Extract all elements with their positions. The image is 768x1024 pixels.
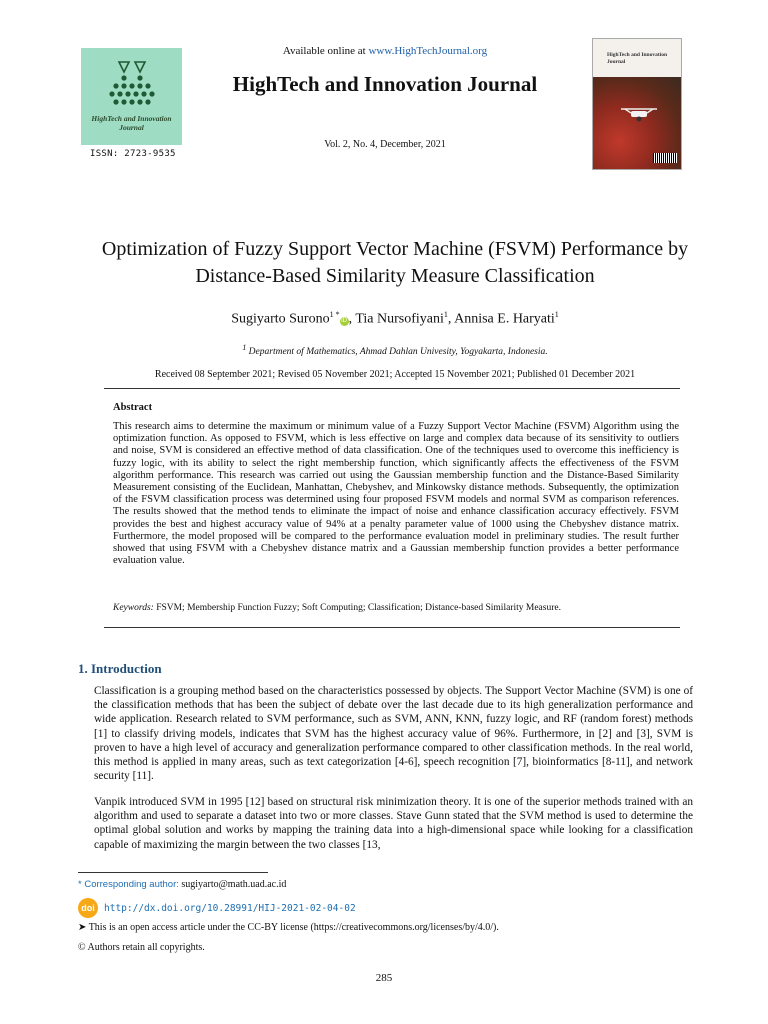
affiliation (100, 343, 690, 357)
article-dates: Received 08 September 2021; Revised 05 November 2021; Accepted 15 November 2021; Published 01 December 2021 (154, 369, 636, 380)
footnote-rule (78, 872, 268, 873)
author-name: , Tia Nursofiyani (348, 311, 444, 327)
body-paragraph (78, 684, 693, 783)
abstract-text: This research aims to determine the maximum or minimum value of a Fuzzy Support Vector Machine (FSVM) Algorithm using the optimization function. As opposed to FSVM, which is less effective on large and complex data because of its sensitivity to outliers and noise, SVM is considered an effective method of data classification. One of the techniques used to overcome this inefficiency is fuzzy logic, with its ability to select the right membership function, which significantly affects the effectiveness of the FSVM algorithm performance. This research was carried out using the Gaussian membership function and the Distance-Based Similarity Measurement consisting of the Euclidean, Manhattan, Chebyshev, and Minkowsky distance methods. Subsequently, the optimization of the FSVM classification process was determined using four proposed FSVM models and normal SVM as comparison references. The results showed that the method tends to eliminate the impact of noise and enhance classification accuracy effectively. FSVM provides the best and highest accuracy value of 94% at a penalty parameter value of 1000 using the Chebyshev distance matrix. Furthermore, the model proposed will be compared to the performance evaluation model in preliminary studies. The result further showed that using FSVM with a Chebyshev distance matrix and a Gaussian membership function provides a better performance evaluation value. (113, 421, 679, 567)
keywords (113, 603, 679, 613)
paragraph-text: Classification is a grouping method based on the characteristics possessed by objects. The Support Vector Machine (SVM) is one of the classification methods that has been the subject of debate over the last decade due to its high generalization performance and wide application. Research related to SVM performance, such as SVM, ANN, KNN, fuzzy logic, and RF (random forest) methods [1] to classify driving models, indicates that SVM has the highest accuracy value of 96%. Furthermore, in [2] and [3], SVM is proven to have a high level of accuracy and generalization performance compared to other classification methods. In the real world, this method is applied in many areas, such as text categorization [4-6], speech recognition [7], bioinformatics [8-11], and network security [11]. (94, 685, 693, 783)
divider (104, 388, 680, 389)
network-logo-icon (81, 48, 182, 114)
doi-icon: doi (78, 898, 98, 918)
abstract-heading: Abstract (113, 402, 153, 413)
author-affiliation-mark: 1 * (329, 310, 340, 319)
journal-title: HighTech and Innovation Journal (232, 72, 538, 96)
barcode (653, 153, 677, 163)
corresponding-email[interactable]: sugiyarto@math.uad.ac.id (178, 879, 287, 890)
section-heading: 1. Introduction (78, 661, 162, 676)
author-affiliation-mark: 1 (554, 310, 559, 319)
divider (104, 627, 680, 628)
paper-title: Optimization of Fuzzy Support Vector Machine (FSVM) Performance by Distance-Based Similarity Measure Classification (101, 238, 689, 287)
body-paragraph (78, 795, 693, 852)
cover-title: HighTech and Innovation Journal (607, 52, 668, 65)
journal-website-link[interactable]: www.HighTechJournal.org (368, 45, 488, 57)
affiliation-mark: 1 (242, 343, 247, 352)
keywords-text: FSVM; Membership Function Fuzzy; Soft Computing; Classification; Distance-based Similarity Measure. (153, 603, 561, 613)
drone-icon (617, 103, 661, 125)
author-list (100, 310, 690, 328)
keywords-label: Keywords: (113, 603, 154, 613)
logo-text: HighTech and Innovation Journal (91, 114, 172, 132)
issn: ISSN: 2723-9535 (90, 149, 176, 159)
author-name: , Annisa E. Haryati (447, 311, 555, 327)
page-number: 285 (375, 972, 393, 984)
copyright-note: © Authors retain all copyrights. (78, 942, 205, 953)
paragraph-text: Vanpik introduced SVM in 1995 [12] based on structural risk minimization theory. It is one of the superior methods trained with an algorithm and used to separate a dataset into two or more classes. Stave Gunn stated that the SVM method is used to determine the optimal global solution and works by mapping the training data into a high-dimensional space while looking for a classification capable of maximizing the margin between the two classes [13, (94, 796, 693, 851)
orcid-icon[interactable]: iD (341, 317, 347, 324)
affiliation-text: Department of Mathematics, Ahmad Dahlan Univesity, Yogyakarta, Indonesia. (248, 347, 548, 358)
available-prefix: Available online at (282, 45, 369, 57)
corresponding-author (78, 879, 286, 890)
author-affiliation-mark: 1 (443, 310, 448, 319)
author-name: Sugiyarto Surono (231, 311, 330, 327)
volume-info: Vol. 2, No. 4, December, 2021 (324, 139, 446, 150)
available-online (200, 45, 570, 57)
journal-logo (81, 48, 182, 145)
journal-cover (592, 38, 682, 170)
corresponding-label: * Corresponding author: (78, 879, 179, 890)
license-note: ➤ This is an open access article under the CC-BY license (https://creativecommons.org/licenses/by/4.0/). (78, 922, 499, 933)
doi-link[interactable]: http://dx.doi.org/10.28991/HIJ-2021-02-04-02 (104, 903, 356, 914)
